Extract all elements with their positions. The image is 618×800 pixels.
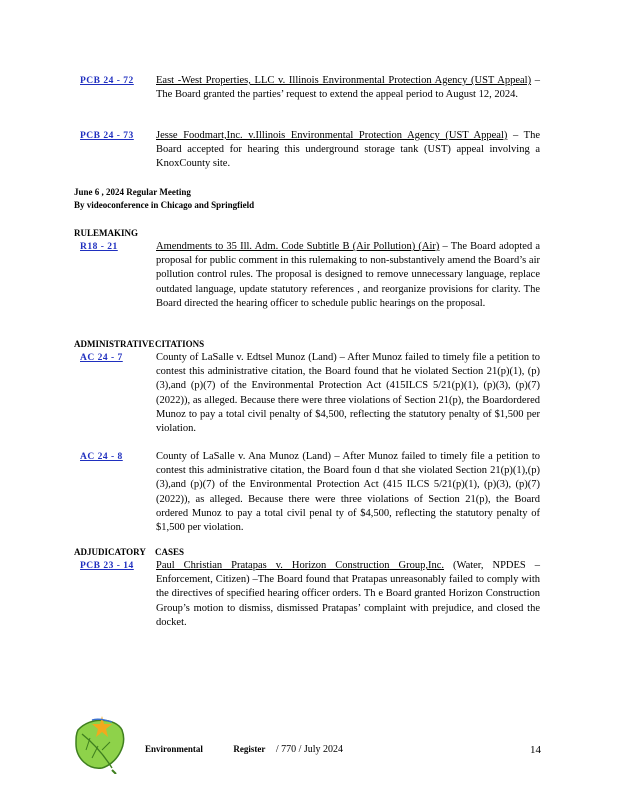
page-number: 14 [530,744,541,756]
case-text: – The Board adopted a proposal for public comment in this rulemaking to non-substantively amend the Board’s air pollution control rules. The proposal is designed to remove unnecessary language, replace outdated language, update statutory references , and reorganize provisions for clarity. The Board directed the hearing officer to schedule public hearings on the proposal. [156,241,540,309]
footer-title: Environmental [145,744,203,754]
section-citations: CITATIONS [155,339,205,349]
section-rulemaking: RULEMAKING [74,228,139,238]
section-adjudicatory: ADJUDICATORY [74,547,146,557]
case-text: – The Board granted the parties’ request to extend the appeal period to August 12, 2024. [156,75,541,101]
docket-link[interactable]: AC 24 - 7 [80,353,123,363]
section-administrative: ADMINISTRATIVE [74,339,155,349]
entry-ac-24-7 [80,351,540,436]
docket-link[interactable]: PCB 23 - 14 [80,561,134,571]
entry-pcb-24-73 [80,129,540,172]
case-title: East -West Properties, LLC v. Illinois Environmental Protection Agency (UST Appeal) [156,75,532,86]
case-title: Jesse Foodmart,Inc. v.Illinois Environmental Protection Agency (UST Appeal) [156,130,508,141]
leaf-logo-icon [72,712,128,774]
footer [145,744,343,755]
entry-pcb-24-72 [80,74,540,102]
meeting-location: By videoconference in Chicago and Springfield [74,200,255,210]
entry-ac-24-8 [80,450,540,535]
docket-link[interactable]: PCB 24 - 72 [80,76,134,86]
section-cases: CASES [155,547,185,557]
docket-link[interactable]: PCB 24 - 73 [80,131,134,141]
meeting-date: June 6 , 2024 Regular Meeting [74,187,191,197]
case-title: Amendments to 35 Ill. Adm. Code Subtitle B (Air Pollution) (Air) [156,241,440,252]
entry-r18-21 [80,240,540,311]
case-text: – The Board accepted for hearing this underground storage tank (UST) appeal involving a KnoxCounty site. [156,130,540,170]
case-text: (Water, NPDES – Enforcement, Citizen) –The Board found that Pratapas unreasonably failed to comply with the directives of specified hearing officer orders. Th e Board granted Horizon Construction Group’s motion to dismiss, dismissed Pratapas’ complaint with prejudice, and closed the docket. [156,560,540,628]
docket-link[interactable]: R18 - 21 [80,242,118,252]
case-text: County of LaSalle v. Edtsel Munoz (Land) – After Munoz failed to timely file a petition to contest this administrative citation, the Board found that he violated Section 21(p)(1), (p)(3),and (p)(7) of the Environmental Protection Act (415ILCS 5/21(p)(1), (p)(3), (p)(7) (2022)), as alleged. Because there were three violations of Section 21(p), the Boardordered Munoz to pay a total civil penalty of $4,500, reflecting the statutory penalty of $1,500 per violation. [156,352,540,435]
case-title: Paul Christian Pratapas v. Horizon Construction Group,Inc. [156,560,445,571]
entry-pcb-23-14 [80,559,540,630]
docket-link[interactable]: AC 24 - 8 [80,452,123,462]
case-text: County of LaSalle v. Ana Munoz (Land) – After Munoz failed to timely file a petition to contest this administrative citation, the Board foun d that she violated Section 21(p)(1),(p)(3),and (p)(7) of the Environmental Protection Act (415 ILCS 5/21(p)(1), (p)(3), (p)(7) (2022)), as alleged. Because there were three violations of Section 21(p), the Board ordered Munoz to pay a total civil penal ty of $4,500, reflecting the statutory penalty of $1,500 per violation. [156,451,540,534]
meeting-header [74,186,254,212]
footer-issue: / 770 / July 2024 [275,744,344,755]
footer-register: Register [233,744,266,754]
